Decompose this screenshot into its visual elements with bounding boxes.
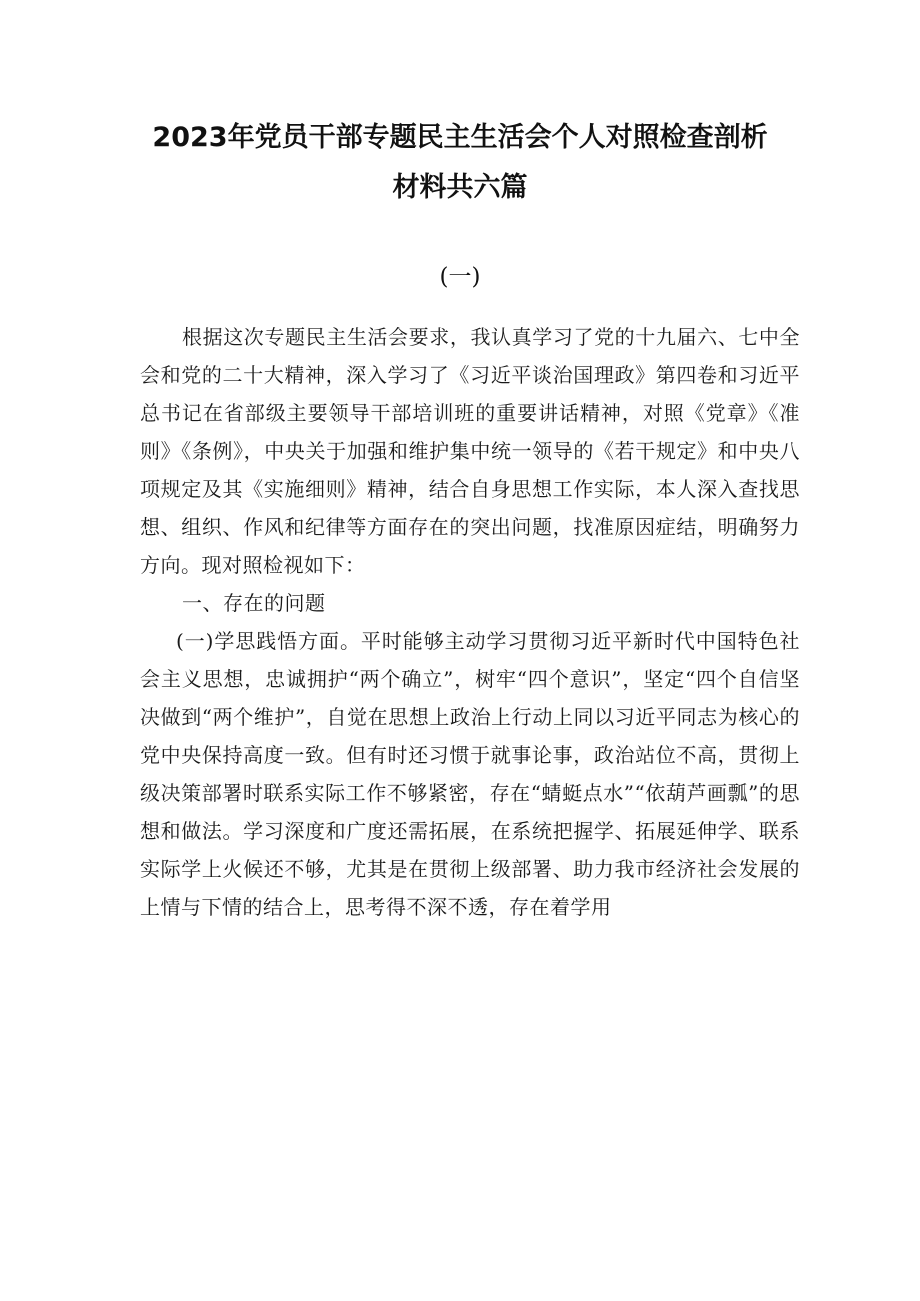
sub-paragraph: (一)学思践悟方面。平时能够主动学习贯彻习近平新时代中国特色社会主义思想，忠诚拥护“两个确立”，树牢“四个意识”，坚定“四个自信坚决做到“两个维护”，自觉在思想上政治上行动上同以习近平同志为核心的党中央保持高度一致。但有时还习惯于就事论事，政治站位不高，贯彻上级决策部署时联系实际工作不够紧密，存在“蜻蜓点水”“依葫芦画瓢”的思想和做法。学习深度和广度还需拓展，在系统把握学、拓展延伸学、联系实际学上火候还不够，尤其是在贯彻上级部署、助力我市经济社会发展的上情与下情的结合上，思考得不深不透，存在着学用 [140, 629, 800, 919]
document-title-line-1: 2023年党员干部专题民主生活会个人对照检查剖析 [152, 122, 768, 153]
section-heading: 一、存在的问题 [182, 591, 326, 615]
document-body [140, 318, 800, 926]
intro-paragraph: 根据这次专题民主生活会要求，我认真学习了党的十九届六、七中全会和党的二十大精神，深入学习了《习近平谈治国理政》第四卷和习近平总书记在省部级主要领导干部培训班的重要讲话精神，对照《党章》《准则》《条例》，中央关于加强和维护集中统一领导的《若干规定》和中央八项规定及其《实施细则》精神，结合自身思想工作实际，本人深入查找思想、组织、作风和纪律等方面存在的突出问题，找准原因症结，明确努力方向。现对照检视如下： [140, 325, 800, 577]
document-title-line-2: 材料共六篇 [392, 172, 528, 203]
section-number: (一) [439, 264, 481, 290]
